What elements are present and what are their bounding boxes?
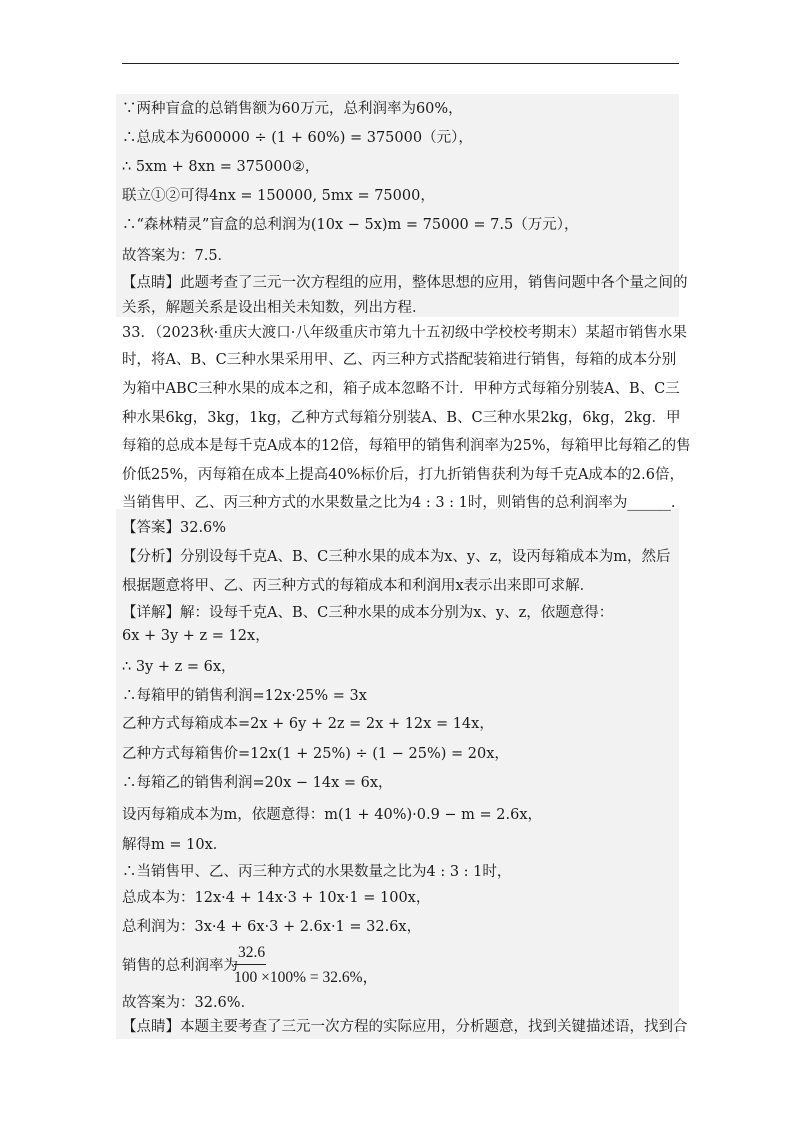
text-line-20: 6x + 3y + z = 12x， — [122, 628, 270, 644]
text-line-9: 33．（2023秋·重庆大渡口·八年级重庆市第九十五初级中学校校考期末）某超市销售水果 — [122, 325, 687, 341]
text-line-7: 【点睛】此题考查了三元一次方程组的应用，整体思想的应用，销售问题中各个量之间的 — [122, 275, 688, 291]
text-line-21: ∴ 3y + z = 6x， — [122, 659, 236, 675]
text-line-8: 关系，解题关系是设出相关未知数，列出方程． — [122, 300, 427, 316]
text-line-17: 【分析】分别设每千克A、B、C三种水果的成本为x、y、z，设丙每箱成本为m，然后 — [122, 549, 671, 565]
text-line-31: 销售的总利润率为 — [122, 958, 238, 974]
text-line-13: 每箱的总成本是每千克A成本的12倍，每箱甲的销售利润率为25%，每箱甲比每箱乙的售 — [122, 438, 691, 454]
header-rule — [122, 63, 679, 64]
fraction-denominator-expression — [234, 965, 378, 987]
text-line-5: ∴“森林精灵”盲盒的总利润为(10x − 5x)m = 75000 = 7.5（万元）， — [122, 217, 579, 233]
text-line-24: 乙种方式每箱售价=12x(1 + 25%) ÷ (1 − 25%) = 20x， — [122, 746, 509, 762]
text-line-16: 【答案】32.6% — [122, 520, 227, 536]
text-line-18: 根据题意将甲、乙、丙三种方式的每箱成本和利润用x表示出来即可求解． — [122, 578, 595, 594]
text-line-4: 联立①②可得4nx = 150000, 5mx = 75000， — [122, 188, 435, 204]
text-line-26: 设丙每箱成本为m，依题意得：m(1 + 40%)·0.9 − m = 2.6x， — [122, 807, 543, 823]
text-line-23: 乙种方式每箱成本=2x + 6y + 2z = 2x + 12x = 14x， — [122, 716, 494, 732]
text-line-10: 时，将A、B、C三种水果采用甲、乙、丙三种方式搭配装箱进行销售，每箱的成本分别 — [122, 352, 677, 368]
text-line-32: 故答案为：32.6%． — [122, 995, 256, 1011]
fraction-denominator: 100 — [234, 969, 258, 986]
text-line-29: 总成本为：12x·4 + 14x·3 + 10x·1 = 100x， — [122, 890, 431, 906]
text-line-28: ∴当销售甲、乙、丙三种方式的水果数量之比为4 : 3 : 1时， — [122, 864, 512, 880]
text-line-14: 价低25%，丙每箱在成本上提高40%标价后，打九折销售获利为每千克A成本的2.6倍， — [122, 467, 684, 483]
text-line-33: 【点睛】本题主要考查了三元一次方程的实际应用，分析题意，找到关键描述语，找到合 — [122, 1019, 688, 1035]
fraction-tail: ×100% = 32.6%， — [261, 969, 379, 986]
text-line-15: 当销售甲、乙、丙三种方式的水果数量之比为4 : 3 : 1时，则销售的总利润率为______. — [122, 495, 676, 511]
text-line-27: 解得m = 10x． — [122, 837, 228, 853]
text-line-3: ∴ 5xm + 8xn = 375000②， — [122, 159, 320, 175]
text-line-11: 为箱中ABC三种水果的成本之和，箱子成本忽略不计．甲种方式每箱分别装A、B、C三 — [122, 381, 680, 397]
text-line-30: 总利润为：3x·4 + 6x·3 + 2.6x·1 = 32.6x， — [122, 919, 422, 935]
fraction-numerator: 32.6 — [238, 944, 266, 961]
text-line-2: ∴总成本为600000 ÷ (1 + 60%) = 375000（元）， — [122, 130, 473, 146]
text-line-12: 种水果6kg，3kg，1kg，乙种方式每箱分别装A、B、C三种水果2kg，6kg，2kg．甲 — [122, 410, 681, 426]
text-line-25: ∴每箱乙的销售利润=20x − 14x = 6x， — [122, 775, 393, 791]
text-line-19: 【详解】解：设每千克A、B、C三种水果的成本分别为x、y、z，依题意得： — [122, 605, 614, 621]
text-line-22: ∴每箱甲的销售利润=12x·25% = 3x — [122, 688, 367, 704]
text-line-1: ∵两种盲盒的总销售额为60万元，总利润率为60%， — [122, 101, 463, 117]
text-line-6: 故答案为：7.5． — [122, 248, 233, 264]
